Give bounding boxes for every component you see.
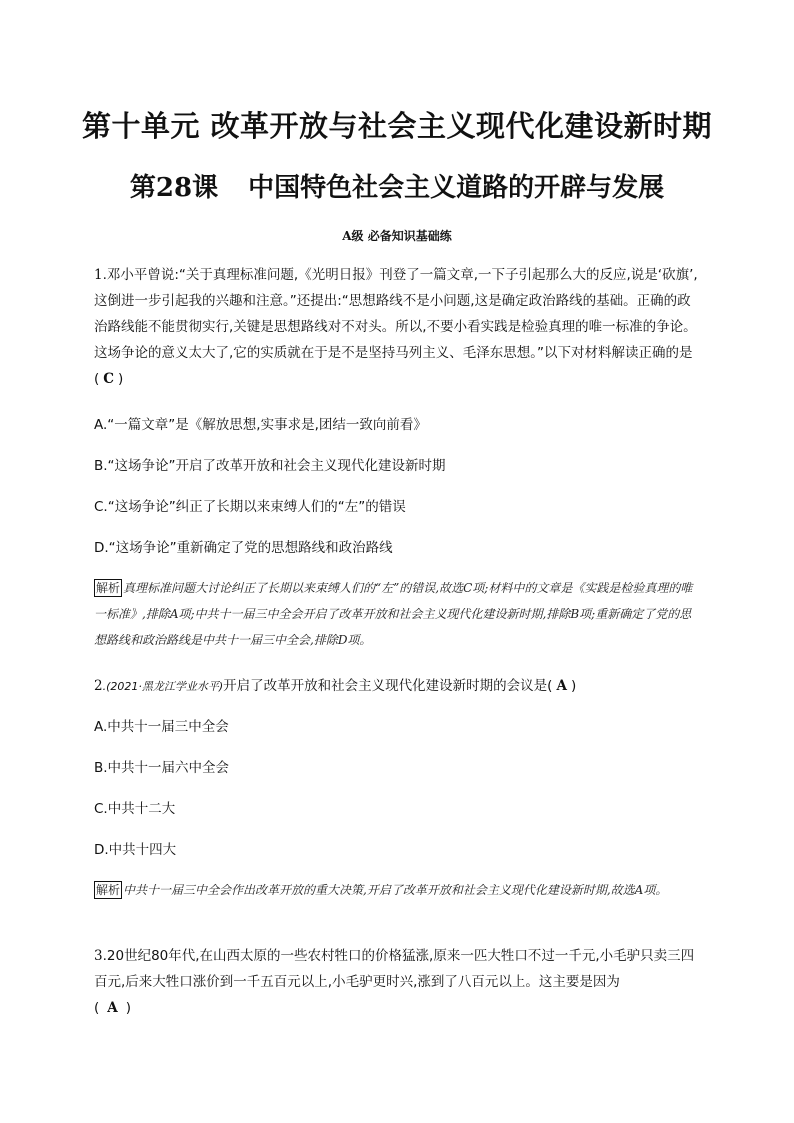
question-3 (94, 943, 700, 1021)
question-1 (94, 262, 700, 392)
analysis-tag: 解析 (96, 581, 121, 595)
analysis-1 (94, 575, 700, 653)
question-text: .20世纪80年代,在山西太原的一些农村牲口的价格猛涨,原来一匹大牲口不过一千元,小毛驴只卖三四百元,后来大牲口涨价到一千五百元以上,小毛驴更时兴,涨到了八百元以上。这主要是因为 (94, 948, 695, 990)
option-c: C.“这场争论”纠正了长期以来束缚人们的“左”的错误 (94, 499, 406, 515)
question-number: 3 (94, 948, 103, 964)
answer: A (107, 1000, 118, 1016)
lesson-name: 中国特色社会主义道路的开辟与发展 (248, 173, 665, 203)
option-b: B.中共十一届六中全会 (94, 760, 230, 776)
question-text: .邓小平曾说:“关于真理标准问题,《光明日报》刊登了一篇文章,一下子引起那么大的反应,说是‘砍旗’,这倒进一步引起我的兴趣和注意。”还提出:“思想路线不是小问题,这是确定政治路线的基础。正确的政治路线能不能贯彻实行,关键是思想路线对不对头。所以,不要小看实践是检验真理的唯一标准的争论。这场争论的意义太大了,它的实质就在于是不是坚持马列主义、毛泽东思想。”以下对材料解读正确的是( (94, 267, 698, 387)
option-a: A.“一篇文章”是《解放思想,实事求是,团结一致向前看》 (94, 417, 427, 433)
question-text: 开启了改革开放和社会主义现代化建设新时期的会议是( (223, 678, 553, 694)
question-2 (94, 673, 700, 700)
option-d: D.中共十四大 (94, 842, 177, 858)
lesson-suffix: 课 (192, 173, 219, 203)
unit-title: 第十单元 改革开放与社会主义现代化建设新时期 (81, 109, 713, 143)
answer: A (556, 678, 567, 694)
level-heading: A级 必备知识基础练 (342, 229, 452, 243)
bracket-close: ) (570, 678, 577, 694)
option-c: C.中共十二大 (94, 801, 176, 817)
answer: C (103, 371, 115, 387)
lesson-number: 28 (155, 173, 193, 203)
bracket-close: ) (125, 1000, 132, 1016)
analysis-2 (94, 877, 700, 903)
analysis-text: 真理标准问题大讨论纠正了长期以来束缚人们的“左”的错误,故选C项;材料中的文章是《实践是检验真理的唯一标准》,排除A项;中共十一届三中全会开启了改革开放和社会主义现代化建设新时期,排除B项;重新确定了党的思想路线和政治路线是中共十一届三中全会,排除D项。 (94, 581, 693, 647)
question-source: .(2021·黑龙江学业水平) (102, 680, 224, 693)
option-a: A.中共十一届三中全会 (94, 719, 229, 735)
lesson-prefix: 第 (129, 173, 156, 203)
question-number: 1 (94, 267, 103, 283)
option-d: D.“这场争论”重新确定了党的思想路线和政治路线 (94, 540, 393, 556)
bracket-close: ) (118, 371, 124, 387)
option-b: B.“这场争论”开启了改革开放和社会主义现代化建设新时期 (94, 458, 446, 474)
analysis-text: 中共十一届三中全会作出改革开放的重大决策,开启了改革开放和社会主义现代化建设新时期,故选A项。 (123, 883, 668, 897)
analysis-tag: 解析 (96, 883, 121, 897)
bracket-open: ( (94, 1000, 100, 1016)
lesson-title (0, 167, 794, 204)
question-number: 2 (94, 678, 103, 694)
